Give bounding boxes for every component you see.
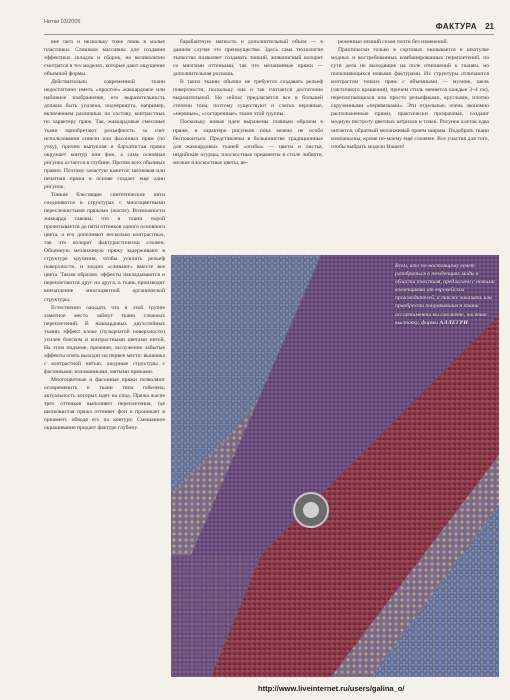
- text-column-3: [331, 38, 489, 243]
- page-number: 21: [485, 22, 494, 31]
- issue-label: Нитки 03/2005: [44, 19, 81, 25]
- note-firm: АЛЛЕГРИ: [439, 319, 469, 326]
- paragraph: Тонкие блестящие синтетические нити соединяются в структурах с многоцветными переслежистыми пряжами (жаспе). Возможности жаккарда таковы, что в ткани порой прочитывается до пяти оттенков одного основного цвета, а его дополняют несколько контрастных, так что колорит фактуристически сложен. Объемную меланжевую пряжу задерживают в структуре кручения, чтобы усилить рельеф поверхности, и заодно «сливают» вместе все цвета. Таким образом, эффекты накладываются и переплетаются друг на друга, а ткань производит впечатление многоцветной органической структуры.: [44, 191, 165, 303]
- section-title: ФАКТУРА: [435, 22, 477, 31]
- sidebar-note: [395, 262, 495, 327]
- paragraph: Многоцветные и фасонные пряжи позволяют осовременить и ткани типа гобелена, актуальность которых идет на спад. Пряжа жаспе трех оттенков выполняет переплетения, где шелковистая пряжа оттеняет фон и проникает в орнамент, обводя его по контуру. Смешанное окрашивание придает фактуре глубину.: [44, 376, 165, 432]
- paragraph: Действительно современной ткани недостаточно иметь «простое» жаккардовое или набивное изображение, его выразительность должна быть усилена, подчеркнута, например, включением различных по составу, контрастных по характеру пряж. Так, жаккардовые смесовые ткани приобретают рельефность за счет использования синели или фасонных пряж (по утку), причем выпуклая и бархатистая пряжа окружает контур или фон, а сама основная рисунка остается в глубине. Против всех обычных правил. Поэтому зачастую кажется: шелковая или печатная пряжа в основе создает еще один рисунок.: [44, 79, 165, 190]
- note-text: Всем, кто по-настоящему хочет разобраться в тенденциях моды в области текстиля, предлагаем с новыми коллекциями от европейских производителей, а также заказать или приобрести понравившиеся ткани ассортимента вы сможете, посетив выставку, фирмы: [395, 263, 495, 326]
- header-rule: [44, 34, 494, 35]
- paragraph: вне чего и нескольку тоже лишь в малые пластинки. Слишком массивны для создания эффектных складок и сборок, но великолепно смотрятся в тех моделях, которые дают ощущение объемной формы.: [44, 39, 165, 78]
- paragraph: Естественно ожидать что в этой группе заметное место займут ткани сложных переплетений. В жаккардовых двухслойных тканях эффект клоке (пузырчатой поверхности) усилен блеском и контрастными цветами нитей. На этом подъеме, прежние, заслуженно забытые эффекты опять выходят на первое место: вышивка с контрастной нитью, ажурные структуры с фасонными, изломанными, мятыми пряжами.: [44, 304, 165, 375]
- text-column-1: [44, 38, 165, 678]
- paragraph: реженные зимний сезон почти без изменений.: [338, 39, 448, 45]
- paragraph: Практически только в сортовых оказывается в шкатулке модных и востребованных комбинированных переплетений, по сути дела не выходящие на поле отношений к тканям, но пополняющихся новыми фактурами. Их структуры отличаются контрастом тонких пряж с объемными — мулине, шелк (частичного крашения), причем стиль меняется каждые 3–4 см), переплетающихся или просто рельефными, круглыми, плотно скрученными «перевязками». Эти отдельные, очень экономно расположенные пряжи, практически прозрачные, создают модную пестроту цветных штрихов и точек. Рисунок клеток едва читается, обратный меланжевый прием ширмы. Подобрать ткани компаньоны, кроме по-моему ещё сложнее. Все участия для того, чтобы выбрать модели Нашеп!: [331, 47, 489, 150]
- paragraph: В таких тканях обычно не требуется создавать рельеф поверхности, поскольку она и так считается достаточно выразительной. Но сейчас предлагается все в большей степени тона, поэтому существуют и слегка неровные, «нервные», «состаренные» ткани этой группы.: [173, 79, 323, 118]
- button-ornament-center: [303, 502, 319, 518]
- paragraph: Поскольку новые идеи выражены главным образом в пряже, в характере рисунков пока можно не особо беспокоиться. Представлены в большинстве традиционные для жаккардовых тканей «огибы» — цветы и листья, индийские огурцы, плоскостные орнаменты в стиле либерти, мелкие плоскостные цветы, ве-: [173, 119, 323, 166]
- footer-url: http://www.liveinternet.ru/users/galina_o/: [258, 684, 405, 693]
- paragraph: барабантную мягкость и дополнительный объем — в данном случае это преимущество. Здесь сама технология ткачества позволяет создавать тонкий, живописный колорит со многими оттенками, так что меланжевые пряжи — дополнительная роскошь.: [173, 39, 323, 78]
- text-column-2: [173, 38, 323, 243]
